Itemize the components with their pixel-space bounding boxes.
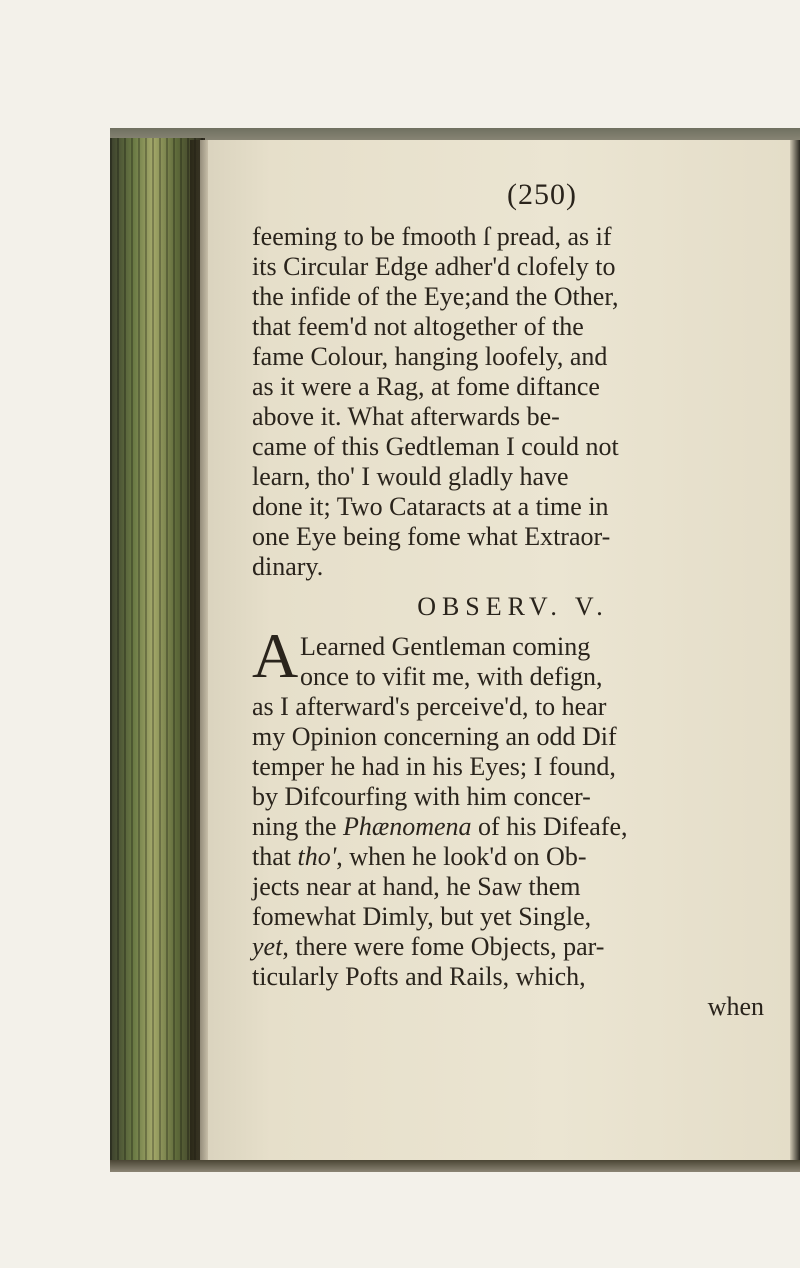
text-line: came of this Gedtleman I could not: [252, 432, 619, 461]
text-line: as it were a Rag, at fome diftance: [252, 372, 600, 401]
drop-cap: A: [252, 620, 299, 691]
text-line: [252, 812, 627, 842]
text-line: as I afterward's perceive'd, to hear: [252, 692, 607, 721]
text-line: feeming to be fmooth ſ pread, as if: [252, 222, 612, 251]
text-line: my Opinion concerning an odd Dif: [252, 722, 617, 751]
text-line: learn, tho' I would gladly have: [252, 462, 569, 491]
text-line: ticularly Pofts and Rails, which,: [252, 962, 586, 991]
text-segment: , there were fome Objects, par-: [282, 932, 605, 961]
text-segment: ning the: [252, 812, 337, 841]
page-number: (250): [507, 178, 577, 211]
text-line: above it. What afterwards be-: [252, 402, 560, 431]
page-right-edge: [790, 140, 800, 1170]
text-line: once to vifit me, with defign,: [300, 662, 603, 691]
text-line: Learned Gentleman coming: [300, 632, 591, 661]
section-heading: OBSERV. V.: [417, 592, 609, 621]
text-line: [252, 842, 587, 872]
italic-term: yet: [252, 932, 283, 961]
text-line: its Circular Edge adher'd clofely to: [252, 252, 616, 281]
text-line: fomewhat Dimly, but yet Single,: [252, 902, 592, 931]
catchword: when: [707, 992, 764, 1021]
page-gutter-shadow: [190, 140, 208, 1170]
text-line: by Difcourfing with him concer-: [252, 782, 591, 811]
book-bottom-edge: [110, 1160, 800, 1172]
text-line: jects near at hand, he Saw them: [252, 872, 581, 901]
text-segment: that: [252, 842, 291, 871]
text-segment: of his Difeafe,: [478, 812, 628, 841]
italic-term: Phænomena: [343, 812, 472, 841]
text-line: temper he had in his Eyes; I found,: [252, 752, 616, 781]
text-segment: , when he look'd on Ob-: [336, 842, 587, 871]
text-line: one Eye being fome what Extraor-: [252, 522, 611, 551]
text-line: the infide of the Eye;and the Other,: [252, 282, 619, 311]
text-line: [252, 932, 604, 962]
text-line: done it; Two Cataracts at a time in: [252, 492, 609, 521]
text-line: dinary.: [252, 552, 324, 581]
text-line: that feem'd not altogether of the: [252, 312, 584, 341]
italic-term: tho': [297, 842, 337, 871]
text-line: fame Colour, hanging loofely, and: [252, 342, 608, 371]
